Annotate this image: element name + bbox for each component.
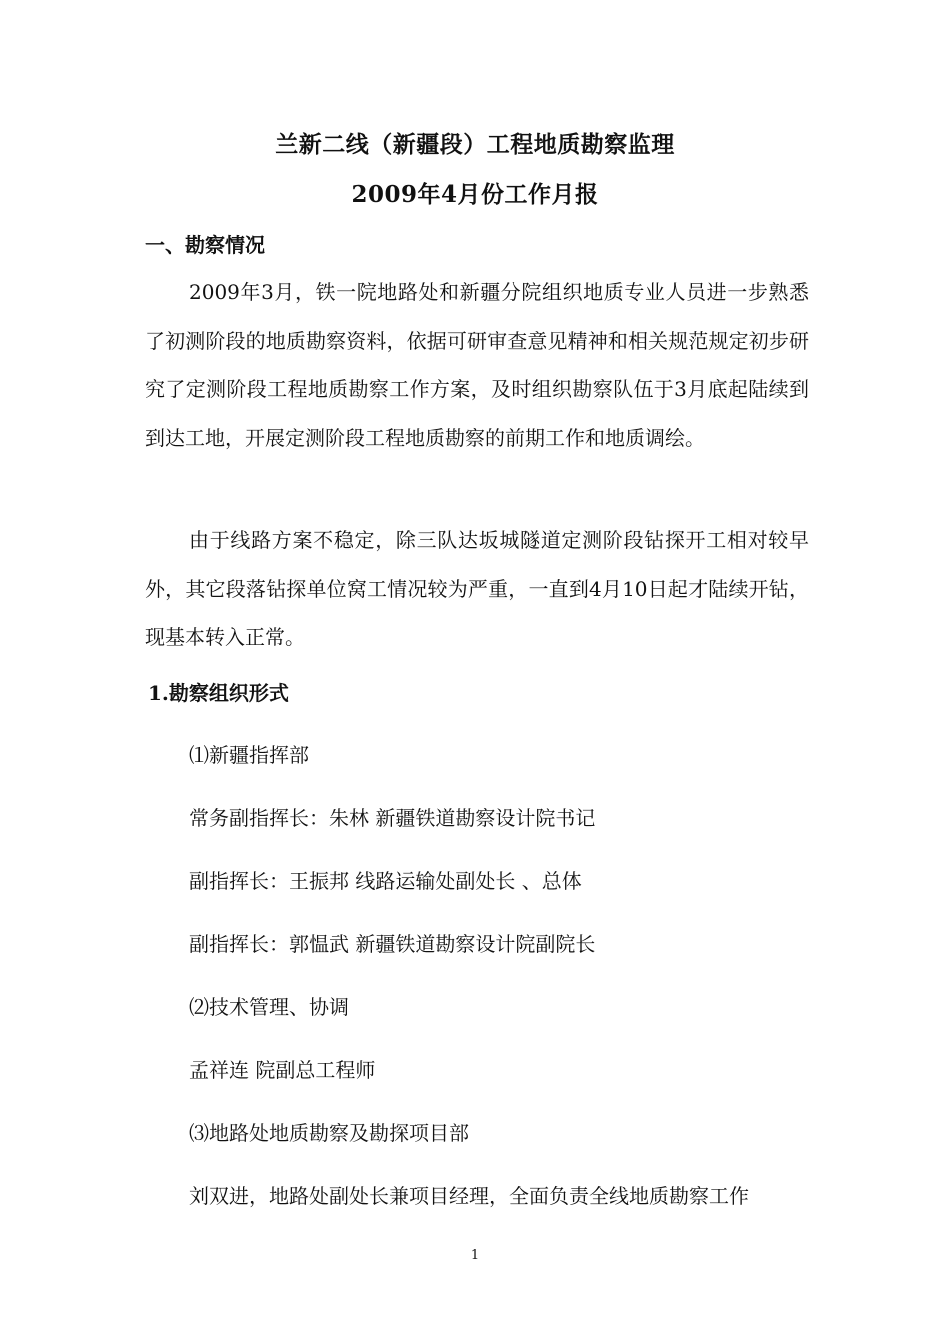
subsection-heading-organization: 1.勘察组织形式 (148, 681, 289, 705)
document-subtitle: 2009年4月份工作月报 (351, 181, 599, 208)
org-line: 刘双进，地路处副处长兼项目经理，全面负责全线地质勘察工作 (189, 1184, 749, 1208)
section-heading-survey: 一、勘察情况 (145, 233, 265, 257)
org-line: 副指挥长：郭愠武 新疆铁道勘察设计院副院长 (189, 932, 596, 956)
org-line: ⑵技术管理、协调 (189, 995, 349, 1019)
org-line: 副指挥长：王振邦 线路运输处副处长 、总体 (189, 869, 582, 893)
org-line: 常务副指挥长：朱林 新疆铁道勘察设计院书记 (189, 806, 596, 830)
org-line: ⑶地路处地质勘察及勘探项目部 (189, 1121, 469, 1145)
org-line: 孟祥连 院副总工程师 (189, 1058, 376, 1082)
paragraph-drilling-status: 由于线路方案不稳定，除三队达坂城隧道定测阶段钻探开工相对较早外，其它段落钻探单位窝工情况较为严重，一直到4月10日起才陆续开钻，现基本转入正常。 (145, 528, 809, 649)
page-number: 1 (470, 1248, 480, 1263)
org-line: ⑴新疆指挥部 (189, 743, 309, 767)
paragraph-survey-intro: 2009年3月，铁一院地路处和新疆分院组织地质专业人员进一步熟悉了初测阶段的地质勘察资料，依据可研审查意见精神和相关规范规定初步研究了定测阶段工程地质勘察工作方案，及时组织勘察队伍于3月底起陆续到到达工地，开展定测阶段工程地质勘察的前期工作和地质调绘。 (145, 280, 809, 450)
document-title: 兰新二线（新疆段）工程地质勘察监理 (275, 131, 675, 158)
